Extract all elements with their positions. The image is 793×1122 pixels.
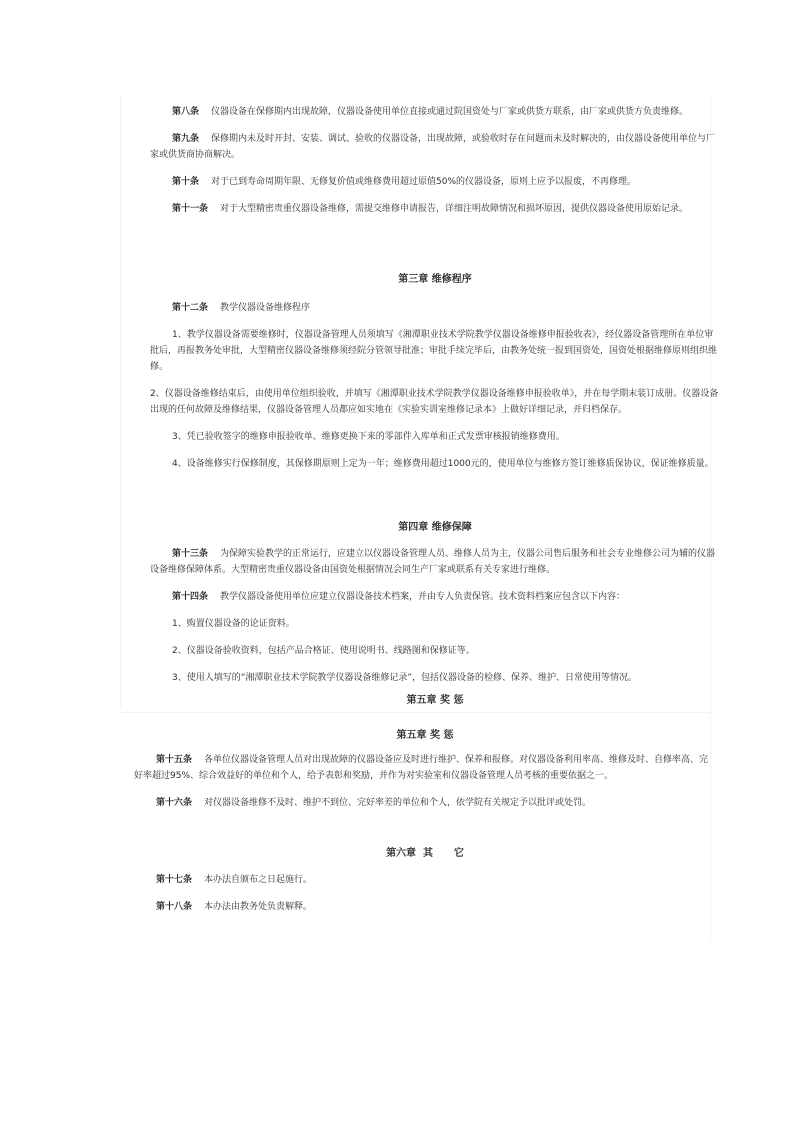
procedure-item-2: 2、仪器设备维修结束后，由使用单位组织验收，并填写《湘潭职业技术学院教学仪器设备维修申报验收单》，并在每学期末装订成册。仪器设备出现的任何故障及维修结果，仪器设备管理人员都应如实地在《实验实训室维修记录本》上做好详细记录，并归档保存。 (150, 389, 719, 415)
chapter-6 (134, 846, 716, 926)
chapter-4-title: 第四章 维修保障 (398, 522, 472, 533)
article-16: 第十六条 对仪器设备维修不及时、维护不到位、完好率差的单位和个人，依学院有关规定予以批评或处罚。 (156, 798, 592, 808)
article-18: 第十八条 本办法由教务处负责解释。 (156, 902, 313, 912)
archive-item-1: 1、购置仪器设备的论证资料。 (172, 619, 295, 629)
chapter-6-title: 第六章 其 它 (386, 848, 464, 859)
chapter-5-title: 第五章 奖 惩 (396, 730, 454, 741)
archive-item-3: 3、使用人填写的“湘潭职业技术学院教学仪器设备维修记录”，包括仪器设备的检修、保养、维护、日常使用等情况。 (172, 673, 638, 683)
article-15: 第十五条 各单位仪器设备管理人员对出现故障的仪器设备应及时进行维护、保养和报修。对仪器设备利用率高、维修及时、自修率高、完好率超过95%、综合效益好的单位和个人，给予表彰和奖励，并作为对实验室和仪器设备管理人员考核的重要依据之一。 (134, 755, 709, 781)
article-12: 第十二条 教学仪器设备维修程序 (172, 303, 311, 313)
chapter-3-title: 第三章 维修程序 (398, 274, 472, 285)
chapter-5 (134, 728, 716, 822)
left-edge-line (120, 96, 121, 708)
procedure-item-1: 1、教学仪器设备需要维修时，仪器设备管理人员须填写《湘潭职业技术学院教学仪器设备维修申报验收表》，经仪器设备管理所在单位审批后，再报教务处审批，大型精密仪器设备维修须经院分管领导批准；审批手续完毕后，由教务处统一报到国资处，国资处根据维修原则组织维修。 (150, 330, 718, 372)
chapter-5-title-repeat: 第五章 奖 惩 (406, 695, 464, 706)
article-9: 第九条 保修期内未及时开封、安装、调试、验收的仪器设备，出现故障，或验收时存在问题而未及时解决的，由仪器设备使用单位与厂家或供货商协商解决。 (150, 134, 716, 160)
article-8: 第八条 仪器设备在保修期内出现故障，仪器设备使用单位直接或通过院国资处与厂家或供货方联系，由厂家或供货方负责维修。 (172, 107, 689, 117)
article-10: 第十条 对于已到寿命周期年限、无修复价值或维修费用超过原值50%的仪器设备，原则上应予以报废，不再修理。 (172, 177, 637, 187)
procedure-item-4: 4、设备维修实行保修制度，其保修期原则上定为一年；维修费用超过1000元的，使用单位与维修方签订维修质保协议，保证维修质量。 (172, 459, 714, 469)
article-17: 第十七条 本办法自颁布之日起施行。 (156, 875, 313, 885)
procedure-item-3: 3、凭已验收签字的维修申报验收单、维修更换下来的零部件入库单和正式发票审核报销维修费用。 (172, 432, 565, 442)
page-separator (120, 712, 710, 713)
article-13: 第十三条 为保障实验教学的正常运行，应建立以仪器设备管理人员、维修人员为主，仪器公司售后服务和社会专业维修公司为辅的仪器设备维修保障体系。大型精密贵重仪器设备由国资处根据情况会同生产厂家或联系有关专家进行维修。 (150, 549, 716, 575)
archive-item-2: 2、仪器设备验收资料，包括产品合格证、使用说明书、线路图和保修证等。 (172, 646, 475, 656)
article-11: 第十一条 对于大型精密贵重仪器设备维修，需提交维修申请报告，详细注明故障情况和损坏原因，提供仪器设备使用原始记录。 (172, 204, 689, 214)
chapter-4 (150, 520, 720, 709)
chapter-3 (150, 272, 720, 483)
article-14: 第十四条 教学仪器设备使用单位应建立仪器设备技术档案，并由专人负责保管。技术资料档案应包含以下内容： (172, 592, 626, 602)
articles-8-11 (150, 104, 720, 228)
